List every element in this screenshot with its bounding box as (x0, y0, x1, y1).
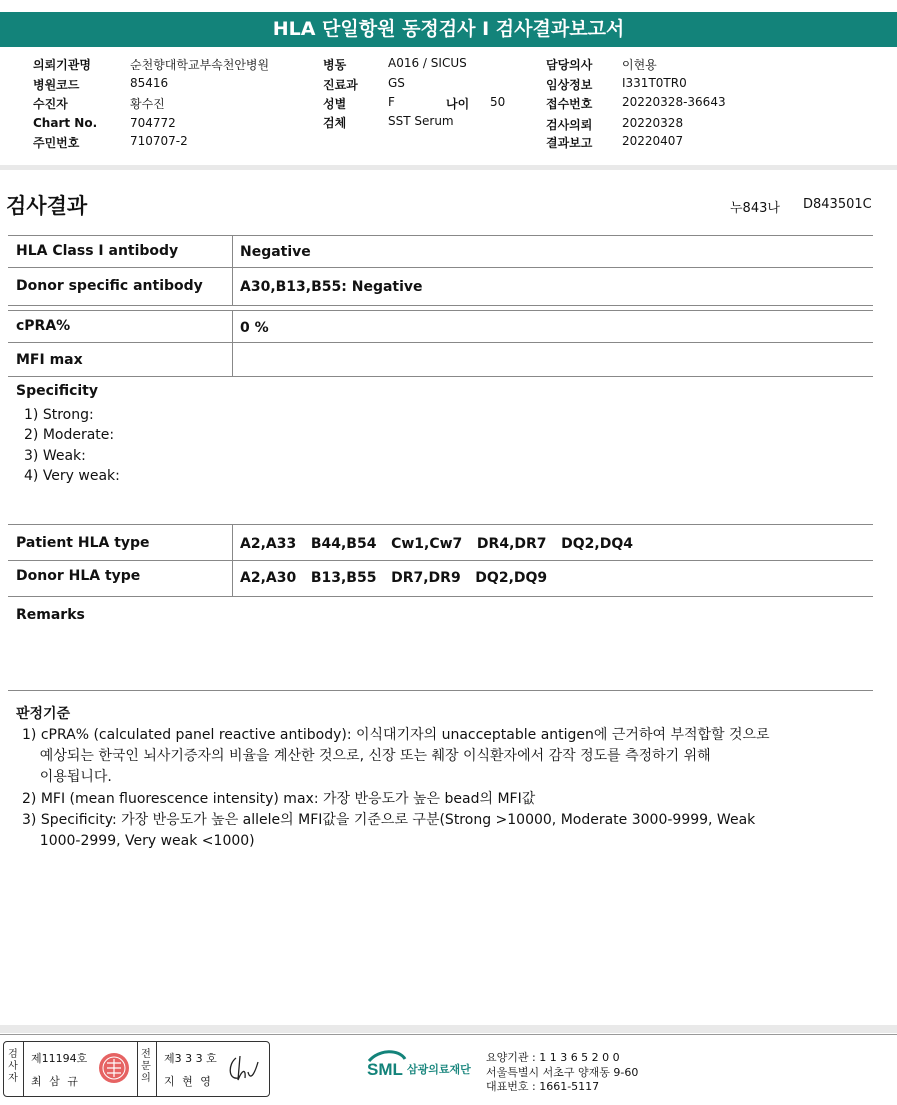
donor-hla-label: Donor HLA type (16, 568, 141, 584)
criteria-title: 판정기준 (16, 706, 71, 722)
sml-logo (365, 1047, 485, 1091)
value-specimen: SST Serum (388, 114, 454, 128)
results-title: 검사결과 (6, 194, 88, 218)
specialist-no: 제3 3 3 호 (164, 1052, 217, 1065)
table-line (8, 342, 873, 343)
table-line (8, 524, 873, 525)
label-specimen: 검체 (323, 116, 347, 130)
value-doctor: 이현용 (622, 58, 657, 72)
value-request-date: 20220328 (622, 116, 684, 130)
label-hospital-code: 병원코드 (33, 78, 80, 92)
specificity-moderate: 2) Moderate: (24, 427, 115, 443)
label-ward: 병동 (323, 58, 347, 72)
donor-hla-value: A2,A30 B13,B55 DR7,DR9 DQ2,DQ9 (240, 570, 548, 586)
signature-box (3, 1041, 270, 1097)
label-doctor: 담당의사 (546, 58, 593, 72)
footer-separator (0, 1025, 897, 1033)
specialist-label: 전문의 (141, 1049, 151, 1084)
box-divider (137, 1042, 138, 1096)
specialist-name: 지 현 영 (164, 1075, 213, 1088)
row-value-dsa: A30,B13,B55: Negative (240, 279, 423, 295)
institution-code: 요양기관 : 1 1 3 6 5 2 0 0 (486, 1051, 620, 1064)
section-separator (0, 165, 897, 170)
value-clinical-info: I331T0TR0 (622, 76, 687, 90)
patient-hla-value: A2,A33 B44,B54 Cw1,Cw7 DR4,DR7 DQ2,DQ4 (240, 536, 633, 552)
value-ward: A016 / SICUS (388, 56, 467, 70)
table-line (8, 560, 873, 561)
value-department: GS (388, 76, 405, 90)
box-divider (23, 1042, 24, 1096)
label-sex: 성별 (323, 97, 347, 111)
criteria-line-4: 2) MFI (mean fluorescence intensity) max: 가장 반응도가 높은 bead의 MFI값 (22, 791, 536, 807)
label-resident-no: 주민번호 (33, 136, 80, 150)
table-line (8, 305, 873, 306)
criteria-line-2: 예상되는 한국인 뇌사기증자의 비율을 계산한 것으로, 신장 또는 췌장 이식환자에서 감작 정도를 측정하기 위해 (22, 748, 711, 764)
patient-hla-label: Patient HLA type (16, 535, 150, 551)
value-patient: 황수진 (130, 97, 165, 111)
value-resident-no: 710707-2 (130, 134, 188, 148)
label-report-date: 결과보고 (546, 136, 593, 150)
table-line (8, 376, 873, 377)
signature-icon (224, 1052, 264, 1086)
criteria-line-1: 1) cPRA% (calculated panel reactive antibody): 이식대기자의 unacceptable antigen에 근거하여 부적합할 것으로 (22, 727, 770, 743)
value-receipt-no: 20220328-36643 (622, 95, 726, 109)
report-header (0, 47, 897, 166)
label-department: 진료과 (323, 78, 358, 92)
row-value-hla-class-i: Negative (240, 244, 311, 260)
row-label-hla-class-i: HLA Class I antibody (16, 243, 179, 259)
criteria-line-6: 1000-2999, Very weak <1000) (22, 833, 255, 849)
row-label-mfi-max: MFI max (16, 352, 83, 368)
value-chart-no: 704772 (130, 116, 176, 130)
table-divider (232, 524, 233, 596)
table-line (8, 235, 873, 236)
table-divider (232, 235, 233, 305)
footer-rule (0, 1034, 897, 1035)
value-report-date: 20220407 (622, 134, 684, 148)
phone: 대표번호 : 1661-5117 (486, 1080, 600, 1093)
table-line (8, 596, 873, 597)
row-label-dsa: Donor specific antibody (16, 278, 203, 294)
examiner-label: 검사자 (8, 1049, 18, 1084)
code-b: D843501C (803, 197, 872, 212)
table-line (8, 267, 873, 268)
logo-text: SML (367, 1060, 403, 1079)
label-institution: 의뢰기관명 (33, 58, 91, 72)
org-name: 삼광의료재단 (407, 1063, 471, 1076)
specificity-strong: 1) Strong: (24, 407, 94, 423)
table-line (8, 310, 873, 311)
top-margin (0, 0, 897, 12)
value-sex: F (388, 95, 395, 109)
seal-stamp-icon (97, 1051, 131, 1085)
examiner-name: 최 삼 규 (31, 1075, 80, 1088)
table-line (8, 690, 873, 691)
examiner-no: 제11194호 (31, 1052, 88, 1065)
table-divider (232, 310, 233, 376)
label-chart-no: Chart No. (33, 116, 98, 130)
row-value-cpra: 0 % (240, 320, 269, 336)
row-label-cpra: cPRA% (16, 318, 71, 334)
sml-logo-icon (365, 1047, 485, 1087)
label-patient: 수진자 (33, 97, 68, 111)
value-age: 50 (490, 95, 506, 109)
address: 서울특별시 서초구 양재동 9-60 (486, 1066, 639, 1079)
code-a: 누843나 (730, 201, 780, 216)
label-request-date: 검사의뢰 (546, 118, 593, 132)
criteria-line-3: 이용됩니다. (22, 769, 112, 785)
specificity-very-weak: 4) Very weak: (24, 468, 120, 484)
report-title: HLA 단일항원 동정검사 I 검사결과보고서 (0, 12, 897, 47)
specificity-weak: 3) Weak: (24, 448, 86, 464)
remarks-label: Remarks (16, 607, 85, 623)
criteria-line-5: 3) Specificity: 가장 반응도가 높은 allele의 MFI값을 기준으로 구분(Strong >10000, Moderate 3000-9999, Weak (22, 812, 756, 828)
specificity-label: Specificity (16, 383, 98, 399)
value-hospital-code: 85416 (130, 76, 169, 90)
label-clinical-info: 임상정보 (546, 78, 593, 92)
value-institution: 순천향대학교부속천안병원 (130, 58, 270, 72)
box-divider (156, 1042, 157, 1096)
label-age: 나이 (446, 97, 470, 111)
label-receipt-no: 접수번호 (546, 97, 593, 111)
